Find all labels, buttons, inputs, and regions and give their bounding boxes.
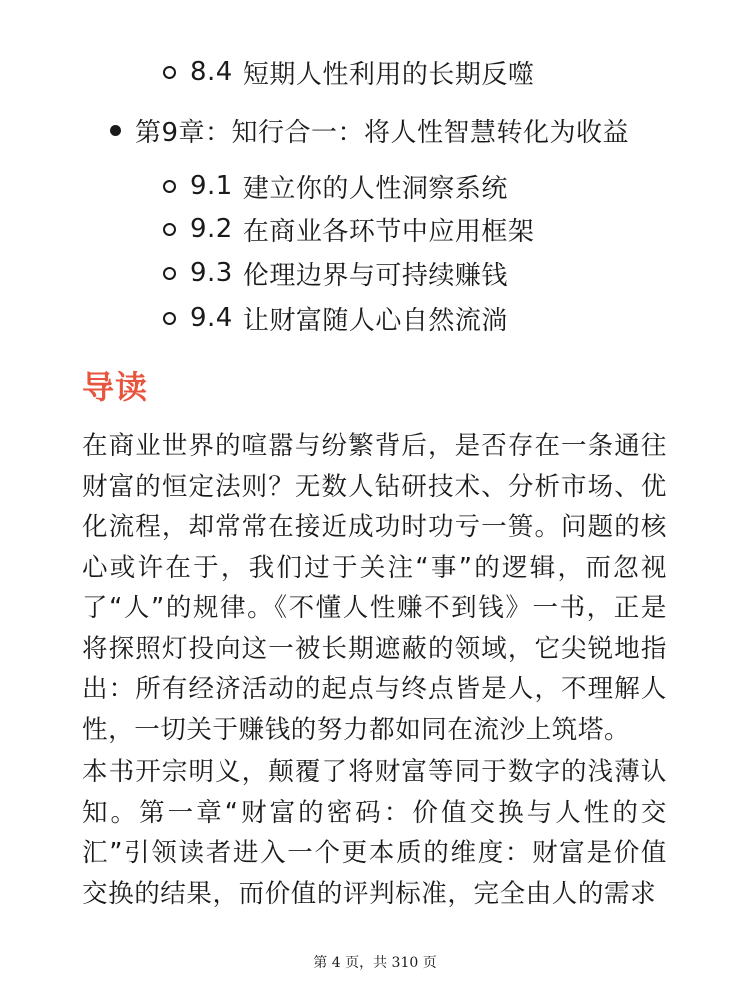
circle-bullet-icon (163, 312, 176, 325)
toc-sub-item-title: 让财富随人心自然流淌 (242, 305, 508, 336)
circle-bullet-icon (163, 267, 176, 280)
toc-sub-item-title: 短期人性利用的长期反噬 (242, 59, 535, 90)
circle-bullet-icon (163, 223, 176, 236)
toc-sub-item-9-3[interactable] (163, 253, 508, 293)
toc-sub-item-9-4[interactable] (163, 298, 508, 338)
body-paragraph: 在商业世界的喧嚣与纷繁背后，是否存在一条通往财富的恒定法则？无数人钻研技术、分析市场、优化流程，却常常在接近成功时功亏一篑。问题的核心或许在于，我们过于关注“事”的逻辑，而忽视了“人”的规律。《不懂人性赚不到钱》一书，正是将探照灯投向这一被长期遮蔽的领域，它尖锐地指出：所有经济活动的起点与终点皆是人，不理解人性，一切关于赚钱的努力都如同在流沙上筑塔。 (82, 431, 667, 745)
body-paragraph: 本书开宗明义，颠覆了将财富等同于数字的浅薄认知。第一章“财富的密码：价值交换与人性的交汇”引领读者进入一个更本质的维度：财富是价值交换的结果，而价值的评判标准，完全由人的需求 (82, 757, 667, 909)
page-number-footer: 第 4 页，共 310 页 (313, 955, 437, 971)
toc-sub-item-number: 9.3 (190, 258, 233, 288)
disc-bullet-icon (110, 125, 121, 136)
toc-sub-item-number: 9.4 (190, 303, 233, 333)
circle-bullet-icon (163, 180, 176, 193)
toc-sub-item-number: 8.4 (190, 57, 233, 87)
toc-chapter-9[interactable] (110, 108, 629, 152)
circle-bullet-icon (163, 66, 176, 79)
toc-sub-item-9-2[interactable] (163, 209, 534, 249)
toc-sub-item-number: 9.1 (190, 171, 233, 201)
toc-chapter-label: 第9章：知行合一：将人性智慧转化为收益 (135, 117, 630, 148)
toc-sub-item-title: 在商业各环节中应用框架 (242, 216, 535, 247)
toc-sub-item-number: 9.2 (190, 214, 233, 244)
section-heading: 导读 (82, 368, 149, 406)
toc-sub-item-title: 伦理边界与可持续赚钱 (242, 260, 508, 291)
toc-sub-item-8-4[interactable] (163, 52, 534, 92)
toc-sub-item-9-1[interactable] (163, 166, 508, 206)
toc-sub-item-title: 建立你的人性洞察系统 (242, 173, 508, 204)
